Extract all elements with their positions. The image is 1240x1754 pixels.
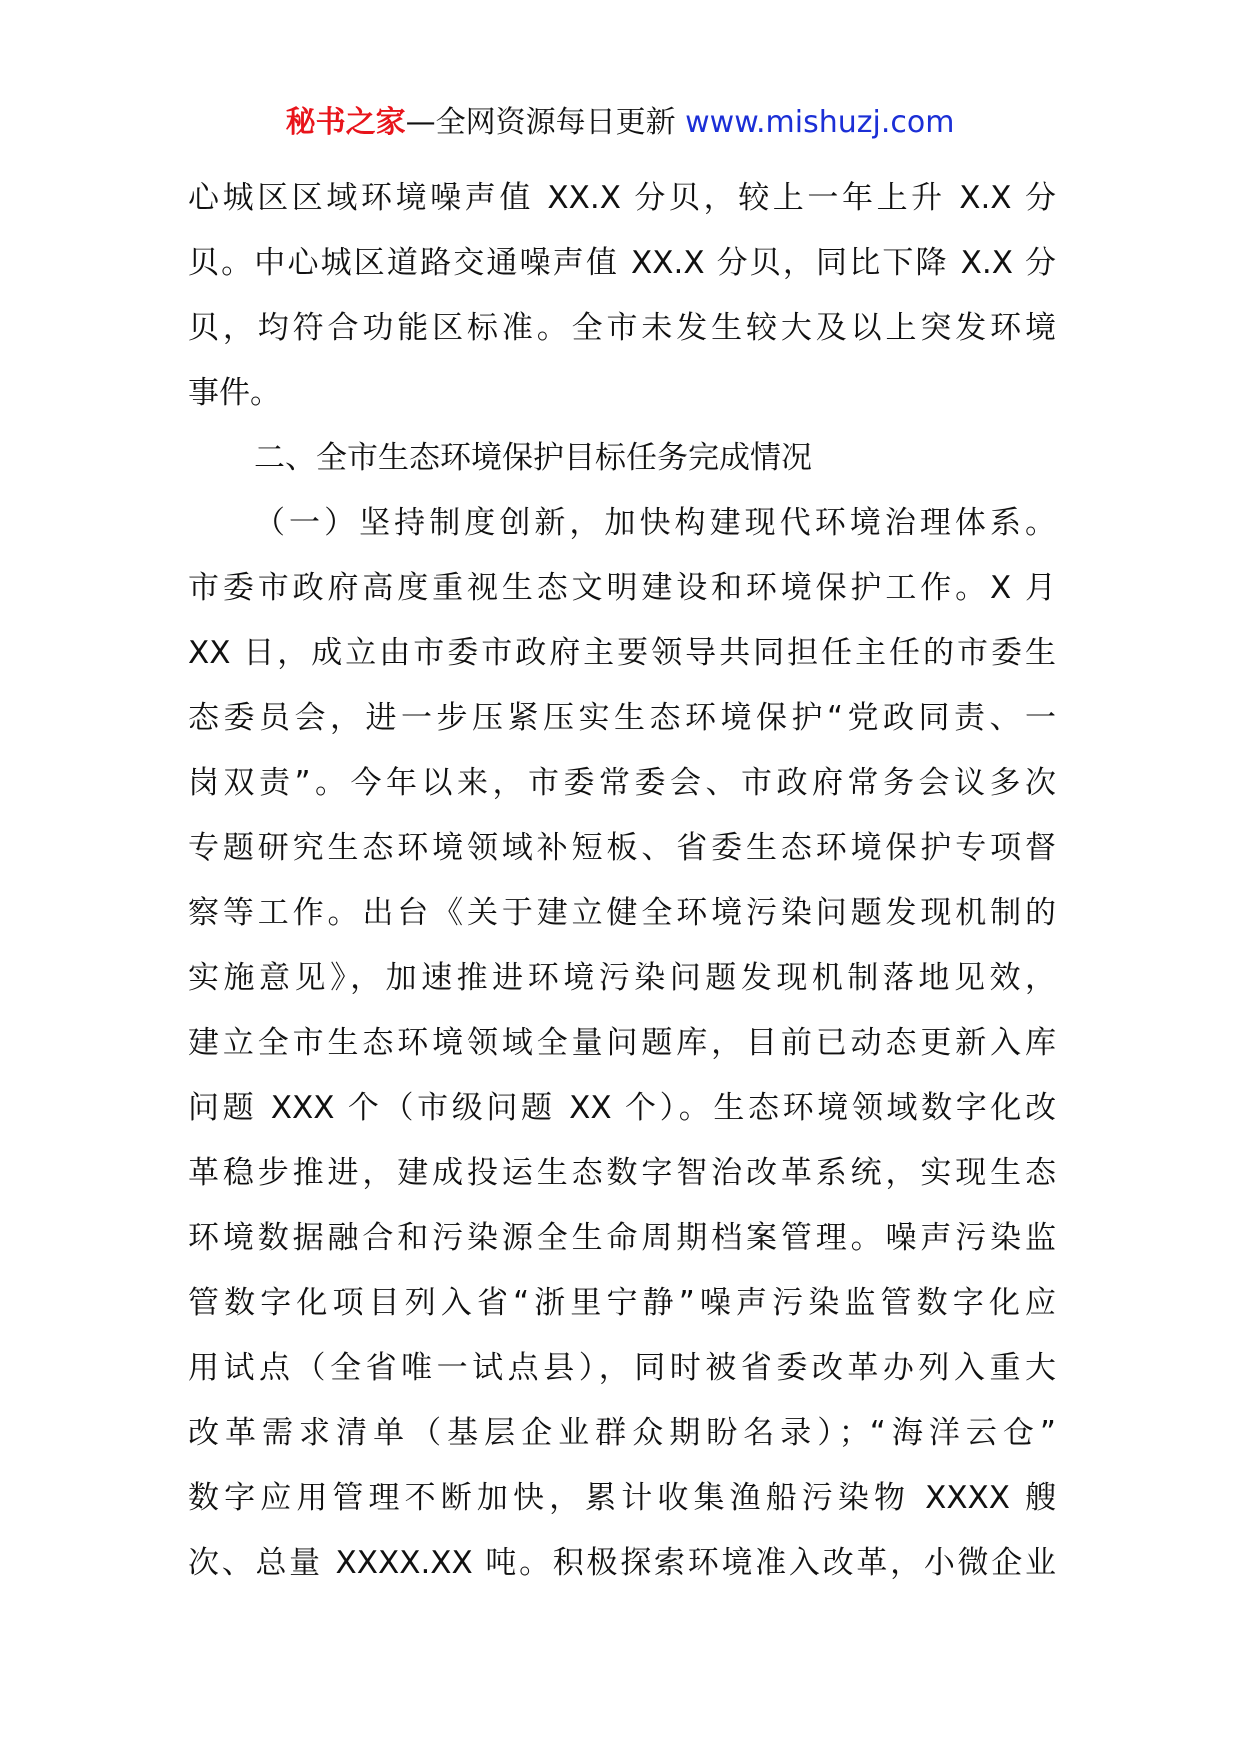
text-line: 数字应用管理不断加快，累计收集渔船污染物 XXXX 艘 — [188, 1480, 1056, 1516]
text-line: 用试点（全省唯一试点县），同时被省委改革办列入重大 — [188, 1350, 1056, 1386]
subsection-heading: （一）坚持制度创新，加快构建现代环境治理体系。 — [254, 505, 1056, 541]
text-line: 问题 XXX 个（市级问题 XX 个）。生态环境领域数字化改 — [188, 1090, 1056, 1126]
text-line: 革稳步推进，建成投运生态数字智治改革系统，实现生态 — [188, 1155, 1056, 1191]
header-url[interactable]: www.mishuzj.com — [685, 105, 955, 140]
text-line: 态委员会，进一步压紧压实生态环境保护“党政同责、一 — [188, 700, 1056, 736]
text-line: 市委市政府高度重视生态文明建设和环境保护工作。X 月 — [188, 570, 1056, 606]
watermark-header — [0, 101, 1240, 145]
text-line: XX 日，成立由市委市政府主要领导共同担任主任的市委生 — [188, 635, 1056, 671]
section-heading: 二、全市生态环境保护目标任务完成情况 — [254, 440, 812, 476]
text-line: 贝。中心城区道路交通噪声值 XX.X 分贝，同比下降 X.X 分 — [188, 245, 1056, 281]
text-line: 管数字化项目列入省“浙里宁静”噪声污染监管数字化应 — [188, 1285, 1056, 1321]
header-tagline: —全网资源每日更新 — [405, 105, 676, 140]
text-line: 改革需求清单（基层企业群众期盼名录）；“海洋云仓” — [188, 1415, 1056, 1451]
text-line: 环境数据融合和污染源全生命周期档案管理。噪声污染监 — [188, 1220, 1056, 1256]
text-line: 事件。 — [188, 375, 281, 411]
text-line: 心城区区域环境噪声值 XX.X 分贝，较上一年上升 X.X 分 — [188, 180, 1056, 216]
header-brand: 秘书之家 — [285, 105, 406, 140]
text-line: 专题研究生态环境领域补短板、省委生态环境保护专项督 — [188, 830, 1056, 866]
text-line: 实施意见》，加速推进环境污染问题发现机制落地见效， — [188, 960, 1056, 996]
text-line: 建立全市生态环境领域全量问题库，目前已动态更新入库 — [188, 1025, 1056, 1061]
text-line: 贝，均符合功能区标准。全市未发生较大及以上突发环境 — [188, 310, 1056, 346]
document-body — [188, 166, 1056, 1596]
text-line: 次、总量 XXXX.XX 吨。积极探索环境准入改革，小微企业 — [188, 1545, 1056, 1581]
text-line: 岗双责”。今年以来，市委常委会、市政府常务会议多次 — [188, 765, 1056, 801]
text-line: 察等工作。出台《关于建立健全环境污染问题发现机制的 — [188, 895, 1056, 931]
